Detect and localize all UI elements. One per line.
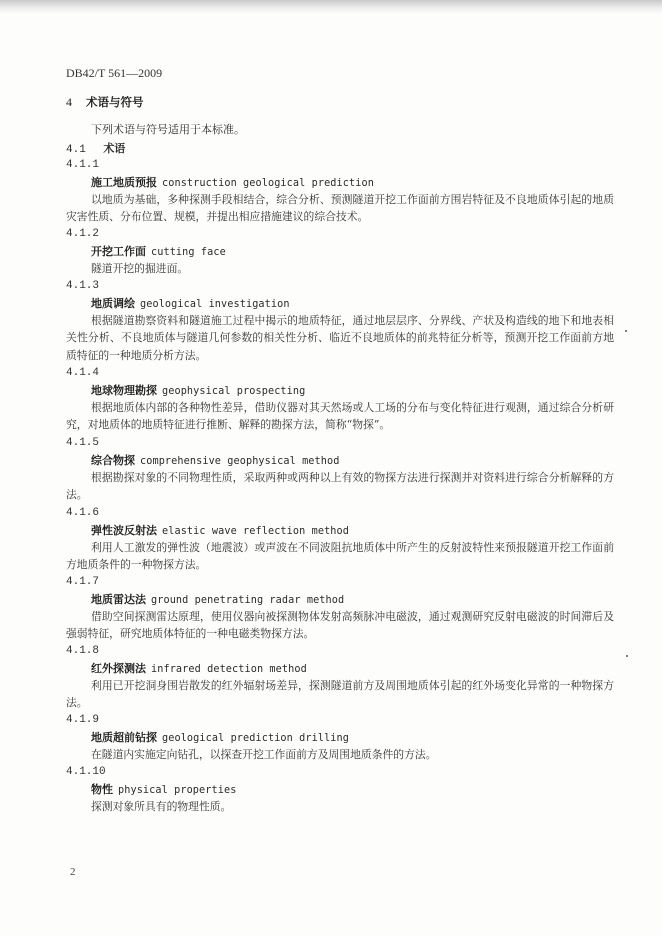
subsection-number: 4.1 bbox=[66, 144, 86, 156]
intro-text: 下列术语与符号适用于本标准。 bbox=[91, 123, 245, 136]
term-en: infrared detection method bbox=[151, 664, 307, 675]
term-en: elastic wave reflection method bbox=[162, 526, 350, 537]
section-heading bbox=[66, 94, 144, 110]
term-title bbox=[66, 522, 614, 539]
term-zh: 地质调绘 bbox=[91, 297, 135, 310]
term-en: geophysical prospecting bbox=[162, 386, 306, 397]
term-title bbox=[66, 174, 614, 191]
term-number: 4.1.1 bbox=[66, 159, 100, 171]
scan-speck bbox=[626, 655, 628, 657]
term-number: 4.1.6 bbox=[66, 507, 100, 519]
term-title bbox=[66, 729, 614, 746]
page-number: 2 bbox=[70, 866, 76, 878]
term-title bbox=[66, 295, 614, 312]
term-definition: 根据地质体内部的各种物性差异，借助仪器对其天然场或人工场的分布与变化特征进行观测，通过综合分析研究，对地质体的地质特征进行推断、解释的勘探方法，简称“物探”。 bbox=[66, 401, 614, 432]
term-definition: 借助空间探测雷达原理，使用仪器向被探测物体发射高频脉冲电磁波，通过观测研究反射电磁波的时间滞后及强弱特征，研究地质体特征的一种电磁类物探方法。 bbox=[66, 610, 614, 641]
document-code: DB42/T 561—2009 bbox=[66, 66, 163, 80]
term-definition: 在隧道内实施定向钻孔，以探查开挖工作面前方及周围地质条件的方法。 bbox=[91, 748, 437, 761]
term-en: ground penetrating radar method bbox=[151, 595, 345, 606]
term-number: 4.1.3 bbox=[66, 280, 100, 292]
section-title: 术语与符号 bbox=[86, 95, 144, 109]
term-definition: 探测对象所具有的物理性质。 bbox=[91, 800, 232, 813]
term-entry bbox=[66, 574, 614, 643]
term-entry bbox=[66, 643, 614, 712]
term-definition: 利用人工激发的弹性波（地震波）或声波在不同波阻抗地质体中所产生的反射波特性来预报隧道开挖工作面前方地质条件的一种物探方法。 bbox=[66, 541, 614, 572]
term-zh: 弹性波反射法 bbox=[91, 524, 157, 537]
term-number: 4.1.8 bbox=[66, 645, 100, 657]
term-definition: 隧道开挖的掘进面。 bbox=[91, 262, 189, 275]
term-zh: 物性 bbox=[91, 783, 113, 796]
subsection-heading bbox=[66, 140, 125, 156]
term-definition: 根据隧道勘察资料和隧道施工过程中揭示的地质特征，通过地层层序、分界线、产状及构造线的地下和地表相关性分析、不良地质体与隧道几何参数的相关性分析、临近不良地质体的前兆特征分析等，预测开挖工作面前方地质特征的一种地质分析方法。 bbox=[66, 314, 614, 362]
term-title bbox=[66, 243, 614, 260]
term-definition: 以地质为基础，多种探测手段相结合，综合分析、预测隧道开挖工作面前方围岩特征及不良地质体引起的地质灾害性质、分布位置、规模，并提出相应措施建议的综合技术。 bbox=[66, 193, 614, 224]
section-number: 4 bbox=[66, 95, 72, 109]
term-en: geological prediction drilling bbox=[162, 733, 350, 744]
term-number: 4.1.2 bbox=[66, 228, 100, 240]
term-en: cutting face bbox=[151, 247, 226, 258]
term-zh: 开挖工作面 bbox=[91, 245, 146, 258]
term-definition: 根据勘探对象的不同物理性质，采取两种或两种以上有效的物探方法进行探测并对资料进行综合分析解释的方法。 bbox=[66, 471, 614, 502]
scan-speck bbox=[625, 330, 627, 332]
term-entry bbox=[66, 157, 614, 226]
term-number: 4.1.9 bbox=[66, 714, 100, 726]
term-number: 4.1.4 bbox=[66, 367, 100, 379]
term-entry bbox=[66, 712, 614, 763]
term-entry bbox=[66, 226, 614, 277]
term-en: geological investigation bbox=[140, 299, 290, 310]
term-entry bbox=[66, 365, 614, 434]
term-number: 4.1.5 bbox=[66, 437, 100, 449]
term-number: 4.1.7 bbox=[66, 576, 100, 588]
term-title bbox=[66, 591, 614, 608]
term-en: physical properties bbox=[118, 785, 237, 796]
term-zh: 地球物理勘探 bbox=[91, 384, 157, 397]
term-entry bbox=[66, 435, 614, 504]
term-title bbox=[66, 452, 614, 469]
scan-shadow bbox=[0, 0, 662, 14]
term-zh: 地质超前钻探 bbox=[91, 731, 157, 744]
subsection-title: 术语 bbox=[103, 142, 126, 155]
term-entry bbox=[66, 505, 614, 574]
term-title bbox=[66, 660, 614, 677]
term-zh: 红外探测法 bbox=[91, 662, 146, 675]
term-zh: 地质雷达法 bbox=[91, 593, 146, 606]
term-en: construction geological prediction bbox=[162, 178, 374, 189]
term-definition: 利用已开挖洞身围岩散发的红外辐射场差异，探测隧道前方及周围地质体引起的红外场变化异常的一种物探方法。 bbox=[66, 679, 614, 710]
term-title bbox=[66, 382, 614, 399]
term-number: 4.1.10 bbox=[66, 766, 106, 778]
term-title bbox=[66, 781, 614, 798]
term-entry bbox=[66, 278, 614, 364]
term-zh: 综合物探 bbox=[91, 454, 135, 467]
term-entry bbox=[66, 764, 614, 815]
term-en: comprehensive geophysical method bbox=[140, 456, 340, 467]
term-zh: 施工地质预报 bbox=[91, 176, 157, 189]
